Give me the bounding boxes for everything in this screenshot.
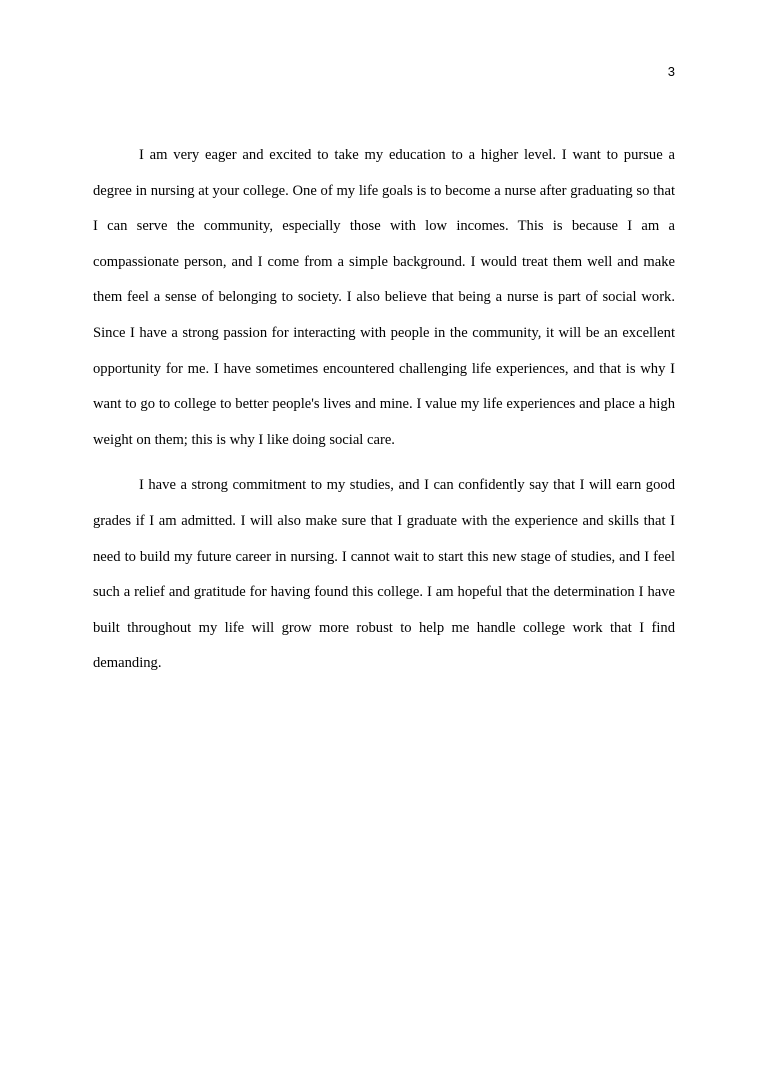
paragraph-2: I have a strong commitment to my studies, and I can confidently say that I will earn good grades if I am admitted. I will also make sure that I graduate with the experience and skills that I need to build my future career in nursing. I cannot wait to start this new stage of studies, and I feel such a relief and gratitude for having found this college. I am hopeful that the determination I have built throughout my life will grow more robust to help me handle college work that I find demanding. <box>93 477 675 672</box>
paragraph-1: I am very eager and excited to take my education to a higher level. I want to pursue a degree in nursing at your college. One of my life goals is to become a nurse after graduating so that I can serve the community, especially those with low incomes. This is because I am a compassionate person, and I come from a simple background. I would treat them well and make them feel a sense of belonging to society. I also believe that being a nurse is part of social work. Since I have a strong passion for interacting with people in the community, it will be an excellent opportunity for me. I have sometimes encountered challenging life experiences, and that is why I want to go to college to better people's lives and mine. I value my life experiences and place a high weight on them; this is why I like doing social care. <box>93 147 675 448</box>
page-number: 3 <box>667 64 675 79</box>
document-body <box>93 138 675 682</box>
